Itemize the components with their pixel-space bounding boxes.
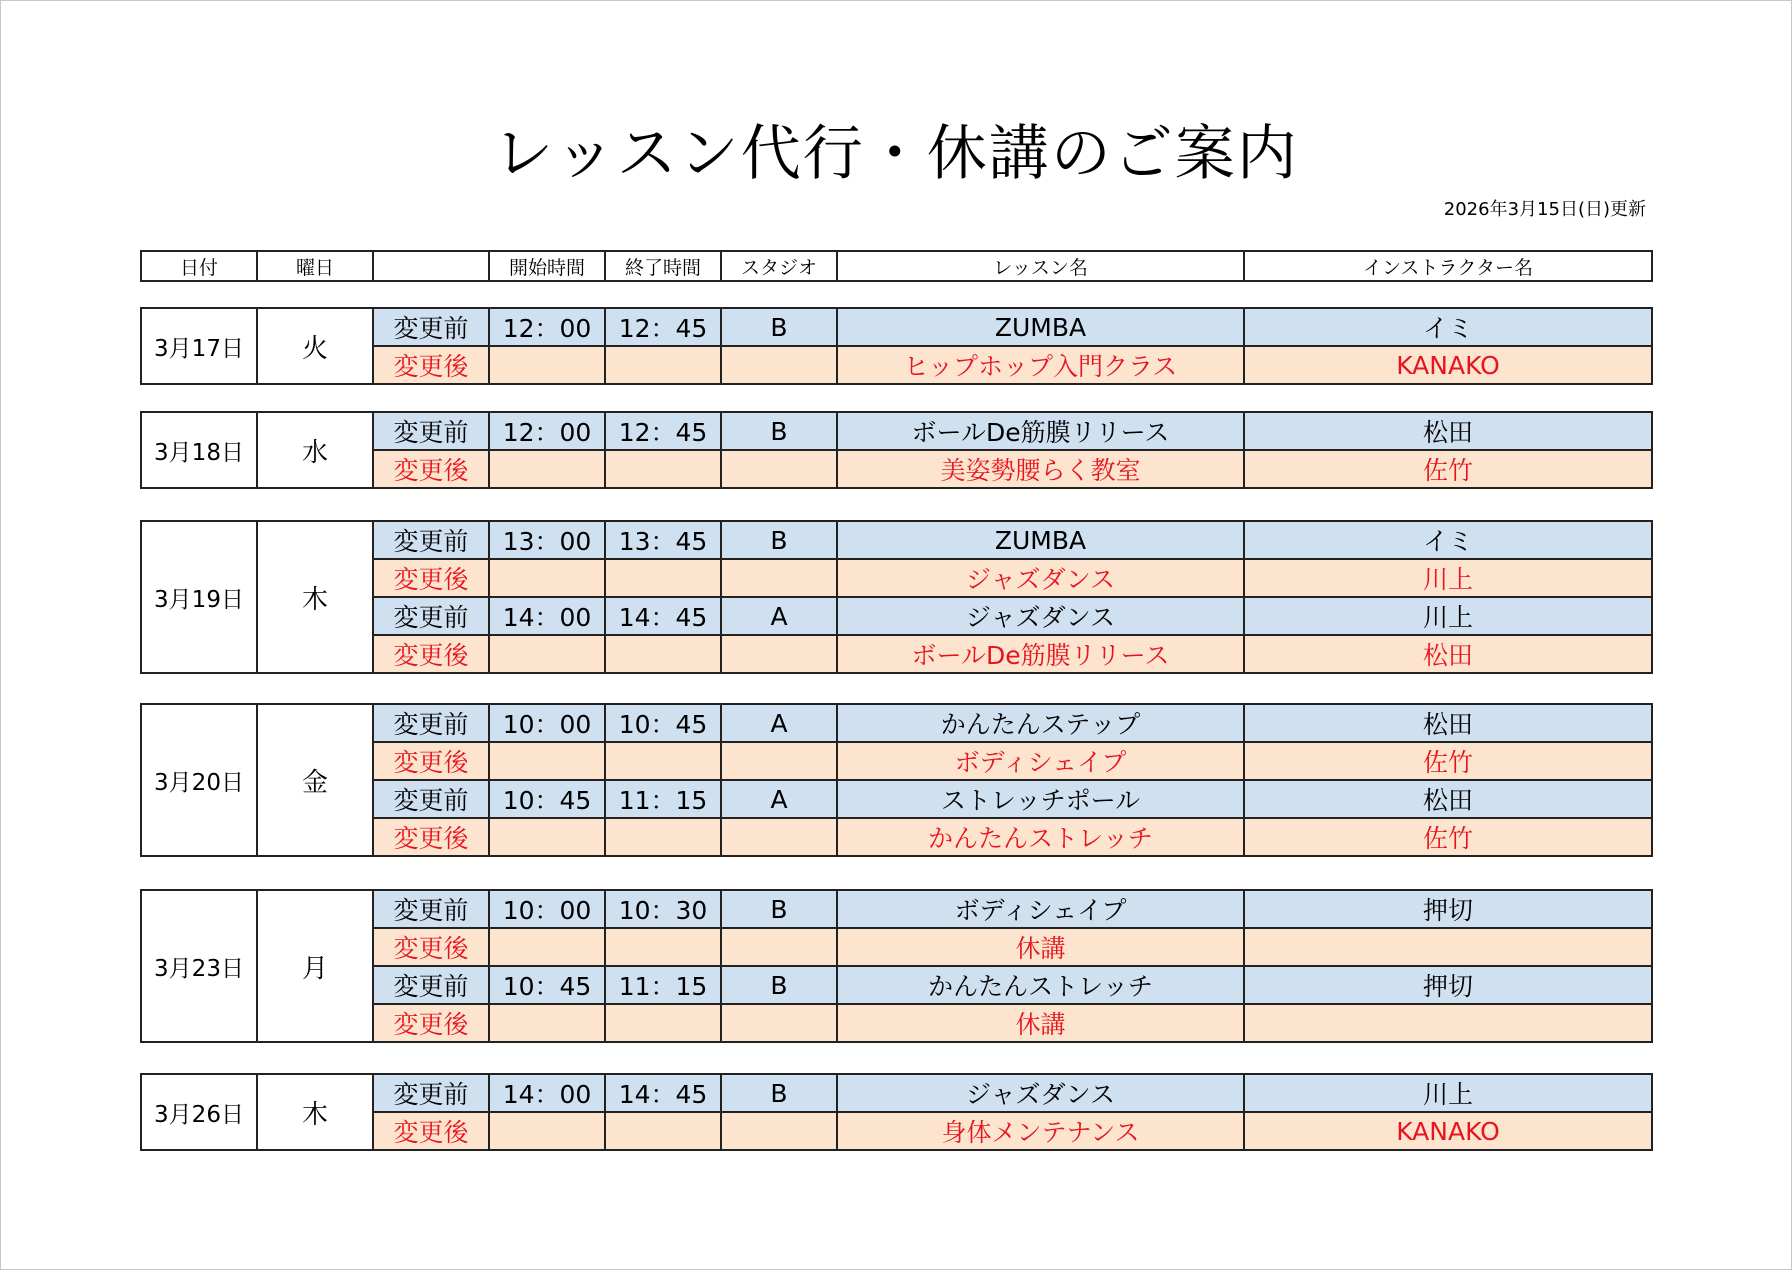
date-cell: 3月23日	[141, 890, 257, 1042]
header-lesson-name: レッスン名	[837, 251, 1244, 281]
status-cell: 変更後	[373, 559, 489, 597]
schedule-group	[140, 307, 1653, 385]
studio-cell	[721, 1004, 837, 1042]
start-time-cell	[489, 1112, 605, 1150]
start-time-cell	[489, 928, 605, 966]
studio-cell: B	[721, 1074, 837, 1112]
start-time-cell: 12：00	[489, 308, 605, 346]
studio-cell	[721, 818, 837, 856]
lesson-name-cell: ボールDe筋膜リリース	[837, 635, 1244, 673]
start-time-cell	[489, 559, 605, 597]
instructor-name-cell: 松田	[1244, 704, 1652, 742]
end-time-cell: 12：45	[605, 412, 721, 450]
instructor-name-cell: 押切	[1244, 966, 1652, 1004]
end-time-cell	[605, 635, 721, 673]
lesson-name-cell: かんたんストレッチ	[837, 818, 1244, 856]
start-time-cell: 10：45	[489, 966, 605, 1004]
table-row	[141, 521, 1652, 559]
start-time-cell: 12：00	[489, 412, 605, 450]
end-time-cell: 14：45	[605, 1074, 721, 1112]
studio-cell	[721, 346, 837, 384]
end-time-cell	[605, 1004, 721, 1042]
instructor-name-cell	[1244, 1004, 1652, 1042]
start-time-cell: 10：45	[489, 780, 605, 818]
status-cell: 変更後	[373, 742, 489, 780]
start-time-cell: 10：00	[489, 704, 605, 742]
lesson-name-cell: ボディシェイプ	[837, 890, 1244, 928]
status-cell: 変更前	[373, 780, 489, 818]
schedule-group	[140, 520, 1653, 674]
studio-cell: B	[721, 521, 837, 559]
studio-cell: A	[721, 780, 837, 818]
header-studio: スタジオ	[721, 251, 837, 281]
instructor-name-cell: 押切	[1244, 890, 1652, 928]
start-time-cell: 13：00	[489, 521, 605, 559]
end-time-cell: 12：45	[605, 308, 721, 346]
header-status	[373, 251, 489, 281]
instructor-name-cell: 松田	[1244, 635, 1652, 673]
status-cell: 変更前	[373, 704, 489, 742]
status-cell: 変更後	[373, 635, 489, 673]
date-cell: 3月18日	[141, 412, 257, 488]
day-cell: 水	[257, 412, 373, 488]
day-cell: 金	[257, 704, 373, 856]
status-cell: 変更前	[373, 890, 489, 928]
table-row	[141, 412, 1652, 450]
start-time-cell: 14：00	[489, 1074, 605, 1112]
header-date: 日付	[141, 251, 257, 281]
studio-cell: B	[721, 412, 837, 450]
end-time-cell: 10：45	[605, 704, 721, 742]
instructor-name-cell: 松田	[1244, 412, 1652, 450]
start-time-cell	[489, 450, 605, 488]
lesson-name-cell: ヒップホップ入門クラス	[837, 346, 1244, 384]
end-time-cell	[605, 1112, 721, 1150]
table-row	[141, 704, 1652, 742]
lesson-name-cell: 休講	[837, 928, 1244, 966]
table-row	[141, 890, 1652, 928]
instructor-name-cell: 佐竹	[1244, 818, 1652, 856]
instructor-name-cell: KANAKO	[1244, 1112, 1652, 1150]
instructor-name-cell: 佐竹	[1244, 450, 1652, 488]
schedule-header	[140, 250, 1653, 282]
status-cell: 変更前	[373, 412, 489, 450]
status-cell: 変更前	[373, 597, 489, 635]
start-time-cell	[489, 346, 605, 384]
table-row	[141, 308, 1652, 346]
status-cell: 変更後	[373, 1004, 489, 1042]
studio-cell: A	[721, 704, 837, 742]
status-cell: 変更前	[373, 1074, 489, 1112]
end-time-cell	[605, 928, 721, 966]
date-cell: 3月17日	[141, 308, 257, 384]
day-cell: 月	[257, 890, 373, 1042]
start-time-cell: 10：00	[489, 890, 605, 928]
lesson-name-cell: ボールDe筋膜リリース	[837, 412, 1244, 450]
header-instructor-name: インストラクター名	[1244, 251, 1652, 281]
page-title: レッスン代行・休講のご案内	[493, 119, 1299, 189]
schedule-group	[140, 1073, 1653, 1151]
status-cell: 変更後	[373, 450, 489, 488]
instructor-name-cell: イミ	[1244, 521, 1652, 559]
studio-cell: B	[721, 966, 837, 1004]
schedule-group	[140, 889, 1653, 1043]
lesson-name-cell: 身体メンテナンス	[837, 1112, 1244, 1150]
end-time-cell: 11：15	[605, 966, 721, 1004]
lesson-name-cell: ストレッチポール	[837, 780, 1244, 818]
end-time-cell: 11：15	[605, 780, 721, 818]
studio-cell: B	[721, 890, 837, 928]
start-time-cell	[489, 818, 605, 856]
instructor-name-cell: 川上	[1244, 1074, 1652, 1112]
updated-date: 2026年3月15日(日)更新	[1443, 199, 1646, 220]
status-cell: 変更後	[373, 818, 489, 856]
studio-cell	[721, 742, 837, 780]
start-time-cell: 14：00	[489, 597, 605, 635]
status-cell: 変更前	[373, 966, 489, 1004]
status-cell: 変更前	[373, 308, 489, 346]
date-cell: 3月19日	[141, 521, 257, 673]
instructor-name-cell: 川上	[1244, 597, 1652, 635]
day-cell: 木	[257, 521, 373, 673]
end-time-cell	[605, 450, 721, 488]
lesson-name-cell: ZUMBA	[837, 308, 1244, 346]
end-time-cell: 14：45	[605, 597, 721, 635]
studio-cell	[721, 635, 837, 673]
lesson-name-cell: ジャズダンス	[837, 597, 1244, 635]
lesson-name-cell: ジャズダンス	[837, 1074, 1244, 1112]
status-cell: 変更前	[373, 521, 489, 559]
lesson-name-cell: ZUMBA	[837, 521, 1244, 559]
end-time-cell: 10：30	[605, 890, 721, 928]
lesson-name-cell: かんたんステップ	[837, 704, 1244, 742]
lesson-name-cell: ジャズダンス	[837, 559, 1244, 597]
studio-cell: B	[721, 308, 837, 346]
header-end-time: 終了時間	[605, 251, 721, 281]
start-time-cell	[489, 742, 605, 780]
status-cell: 変更後	[373, 928, 489, 966]
date-cell: 3月26日	[141, 1074, 257, 1150]
studio-cell	[721, 450, 837, 488]
start-time-cell	[489, 635, 605, 673]
instructor-name-cell: KANAKO	[1244, 346, 1652, 384]
studio-cell	[721, 559, 837, 597]
header-start-time: 開始時間	[489, 251, 605, 281]
start-time-cell	[489, 1004, 605, 1042]
lesson-name-cell: 休講	[837, 1004, 1244, 1042]
studio-cell	[721, 928, 837, 966]
studio-cell	[721, 1112, 837, 1150]
date-cell: 3月20日	[141, 704, 257, 856]
schedule-group	[140, 411, 1653, 489]
lesson-name-cell: かんたんストレッチ	[837, 966, 1244, 1004]
status-cell: 変更後	[373, 1112, 489, 1150]
end-time-cell	[605, 346, 721, 384]
day-cell: 木	[257, 1074, 373, 1150]
lesson-name-cell: 美姿勢腰らく教室	[837, 450, 1244, 488]
header-day: 曜日	[257, 251, 373, 281]
studio-cell: A	[721, 597, 837, 635]
instructor-name-cell: イミ	[1244, 308, 1652, 346]
table-row	[141, 1074, 1652, 1112]
end-time-cell	[605, 742, 721, 780]
day-cell: 火	[257, 308, 373, 384]
status-cell: 変更後	[373, 346, 489, 384]
lesson-name-cell: ボディシェイプ	[837, 742, 1244, 780]
instructor-name-cell: 松田	[1244, 780, 1652, 818]
end-time-cell	[605, 818, 721, 856]
instructor-name-cell: 川上	[1244, 559, 1652, 597]
schedule-group	[140, 703, 1653, 857]
instructor-name-cell	[1244, 928, 1652, 966]
instructor-name-cell: 佐竹	[1244, 742, 1652, 780]
end-time-cell	[605, 559, 721, 597]
end-time-cell: 13：45	[605, 521, 721, 559]
